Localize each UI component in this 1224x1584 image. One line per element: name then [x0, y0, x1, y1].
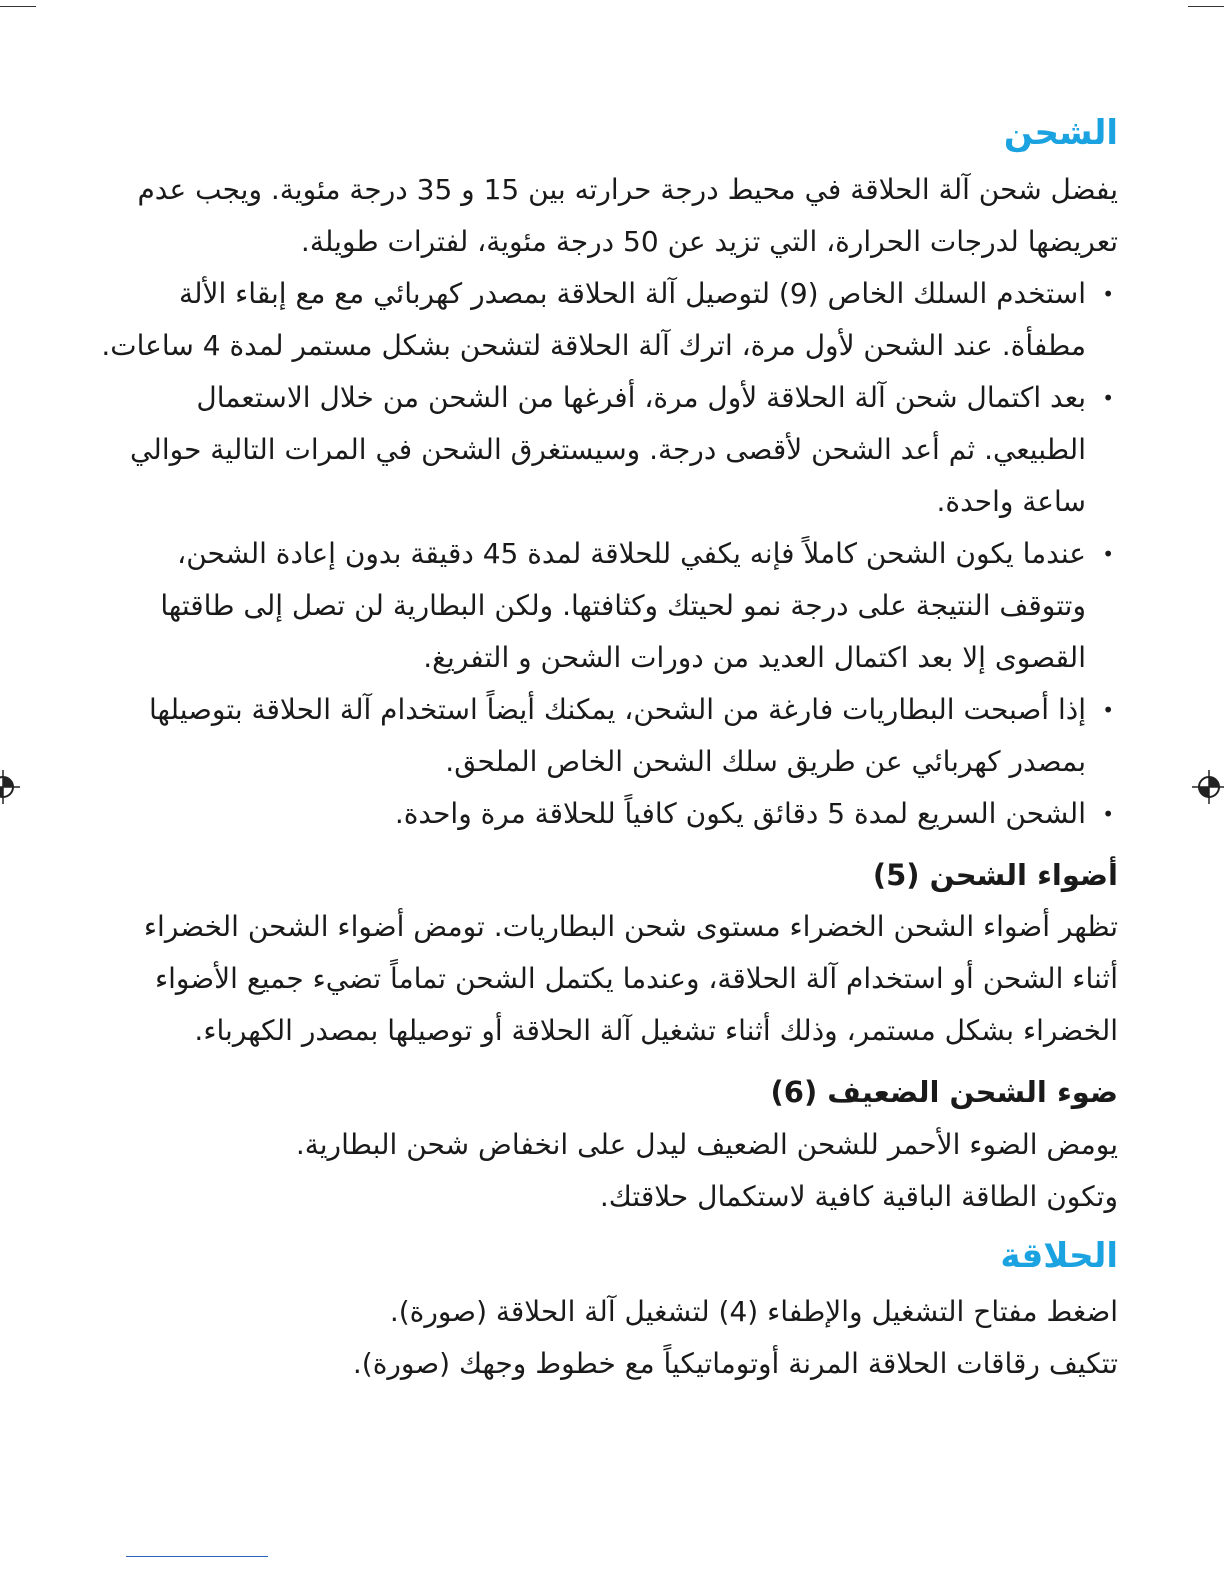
- low-charge-light-title: ضوء الشحن الضعيف (6): [770, 1075, 1118, 1110]
- bullet-icon: •: [1102, 801, 1114, 826]
- list-item: • بعد اكتمال شحن آلة الحلاقة لأول مرة، أفرغها من الشحن من خلال الاستعمال الطبيعي. ثم أعد الشحن لأقصى درجة. وسيستغرق الشحن في المرات التالية حوالي ساعة واحدة.: [90, 372, 1118, 528]
- footer-rule: [126, 1556, 268, 1557]
- shaving-line-2: تتكيف رقاقات الحلاقة المرنة أوتوماتيكياً مع خطوط وجهك (صورة).: [352, 1347, 1118, 1381]
- shaving-line-1: اضغط مفتاح التشغيل والإطفاء (4) لتشغيل آلة الحلاقة (صورة).: [389, 1295, 1118, 1329]
- bullet-icon: •: [1102, 541, 1114, 566]
- low-charge-line-2: وتكون الطاقة الباقية كافية لاستكمال حلاقتك.: [599, 1179, 1118, 1213]
- crop-mark-right: [1188, 6, 1224, 7]
- manual-page: [90, 100, 1118, 1390]
- crop-mark-left: [0, 6, 36, 7]
- shaving-title: الحلاقة: [1000, 1235, 1118, 1276]
- registration-mark-left-icon: [0, 770, 20, 804]
- registration-mark-right-icon: [1192, 770, 1224, 804]
- list-item: • الشحن السريع لمدة 5 دقائق يكون كافياً للحلاقة مرة واحدة.: [90, 788, 1118, 840]
- charge-lights-title: أضواء الشحن (5): [872, 857, 1118, 892]
- low-charge-line-1: يومض الضوء الأحمر للشحن الضعيف ليدل على انخفاض شحن البطارية.: [295, 1127, 1118, 1161]
- charging-intro: يفضل شحن آلة الحلاقة في محيط درجة حرارته بين 15 و 35 درجة مئوية. ويجب عدم تعريضها لدرجات الحرارة، التي تزيد عن 50 درجة مئوية، لفترات طويلة.: [137, 172, 1118, 258]
- list-item: • عندما يكون الشحن كاملاً فإنه يكفي للحلاقة لمدة 45 دقيقة بدون إعادة الشحن، وتتوقف النتيجة على درجة نمو لحيتك وكثافتها. ولكن البطارية لن تصل إلى طاقتها القصوى إلا بعد اكتمال العديد من دورات الشحن و التفريغ.: [90, 528, 1118, 684]
- charge-lights-text: تظهر أضواء الشحن الخضراء مستوى شحن البطاريات. تومض أضواء الشحن الخضراء أثناء الشحن أو استخدام آلة الحلاقة، وعندما يكتمل الشحن تماماً تضيء جميع الأضواء الخضراء بشكل مستمر، وذلك أثناء تشغيل آلة الحلاقة أو توصيلها بمصدر الكهرباء.: [143, 910, 1118, 1048]
- bullet-icon: •: [1102, 697, 1114, 722]
- bullet-icon: •: [1102, 385, 1114, 410]
- list-item: • إذا أصبحت البطاريات فارغة من الشحن، يمكنك أيضاً استخدام آلة الحلاقة بتوصيلها بمصدر كهربائي عن طريق سلك الشحن الخاص الملحق.: [90, 684, 1118, 788]
- charging-bullets: [90, 268, 1118, 840]
- list-item: • استخدم السلك الخاص (9) لتوصيل آلة الحلاقة بمصدر كهربائي مع مع إبقاء الألة مطفأة. عند الشحن لأول مرة، اترك آلة الحلاقة لتشحن بشكل مستمر لمدة 4 ساعات.: [90, 268, 1118, 372]
- charging-title: الشحن: [1003, 113, 1118, 153]
- bullet-icon: •: [1102, 281, 1114, 306]
